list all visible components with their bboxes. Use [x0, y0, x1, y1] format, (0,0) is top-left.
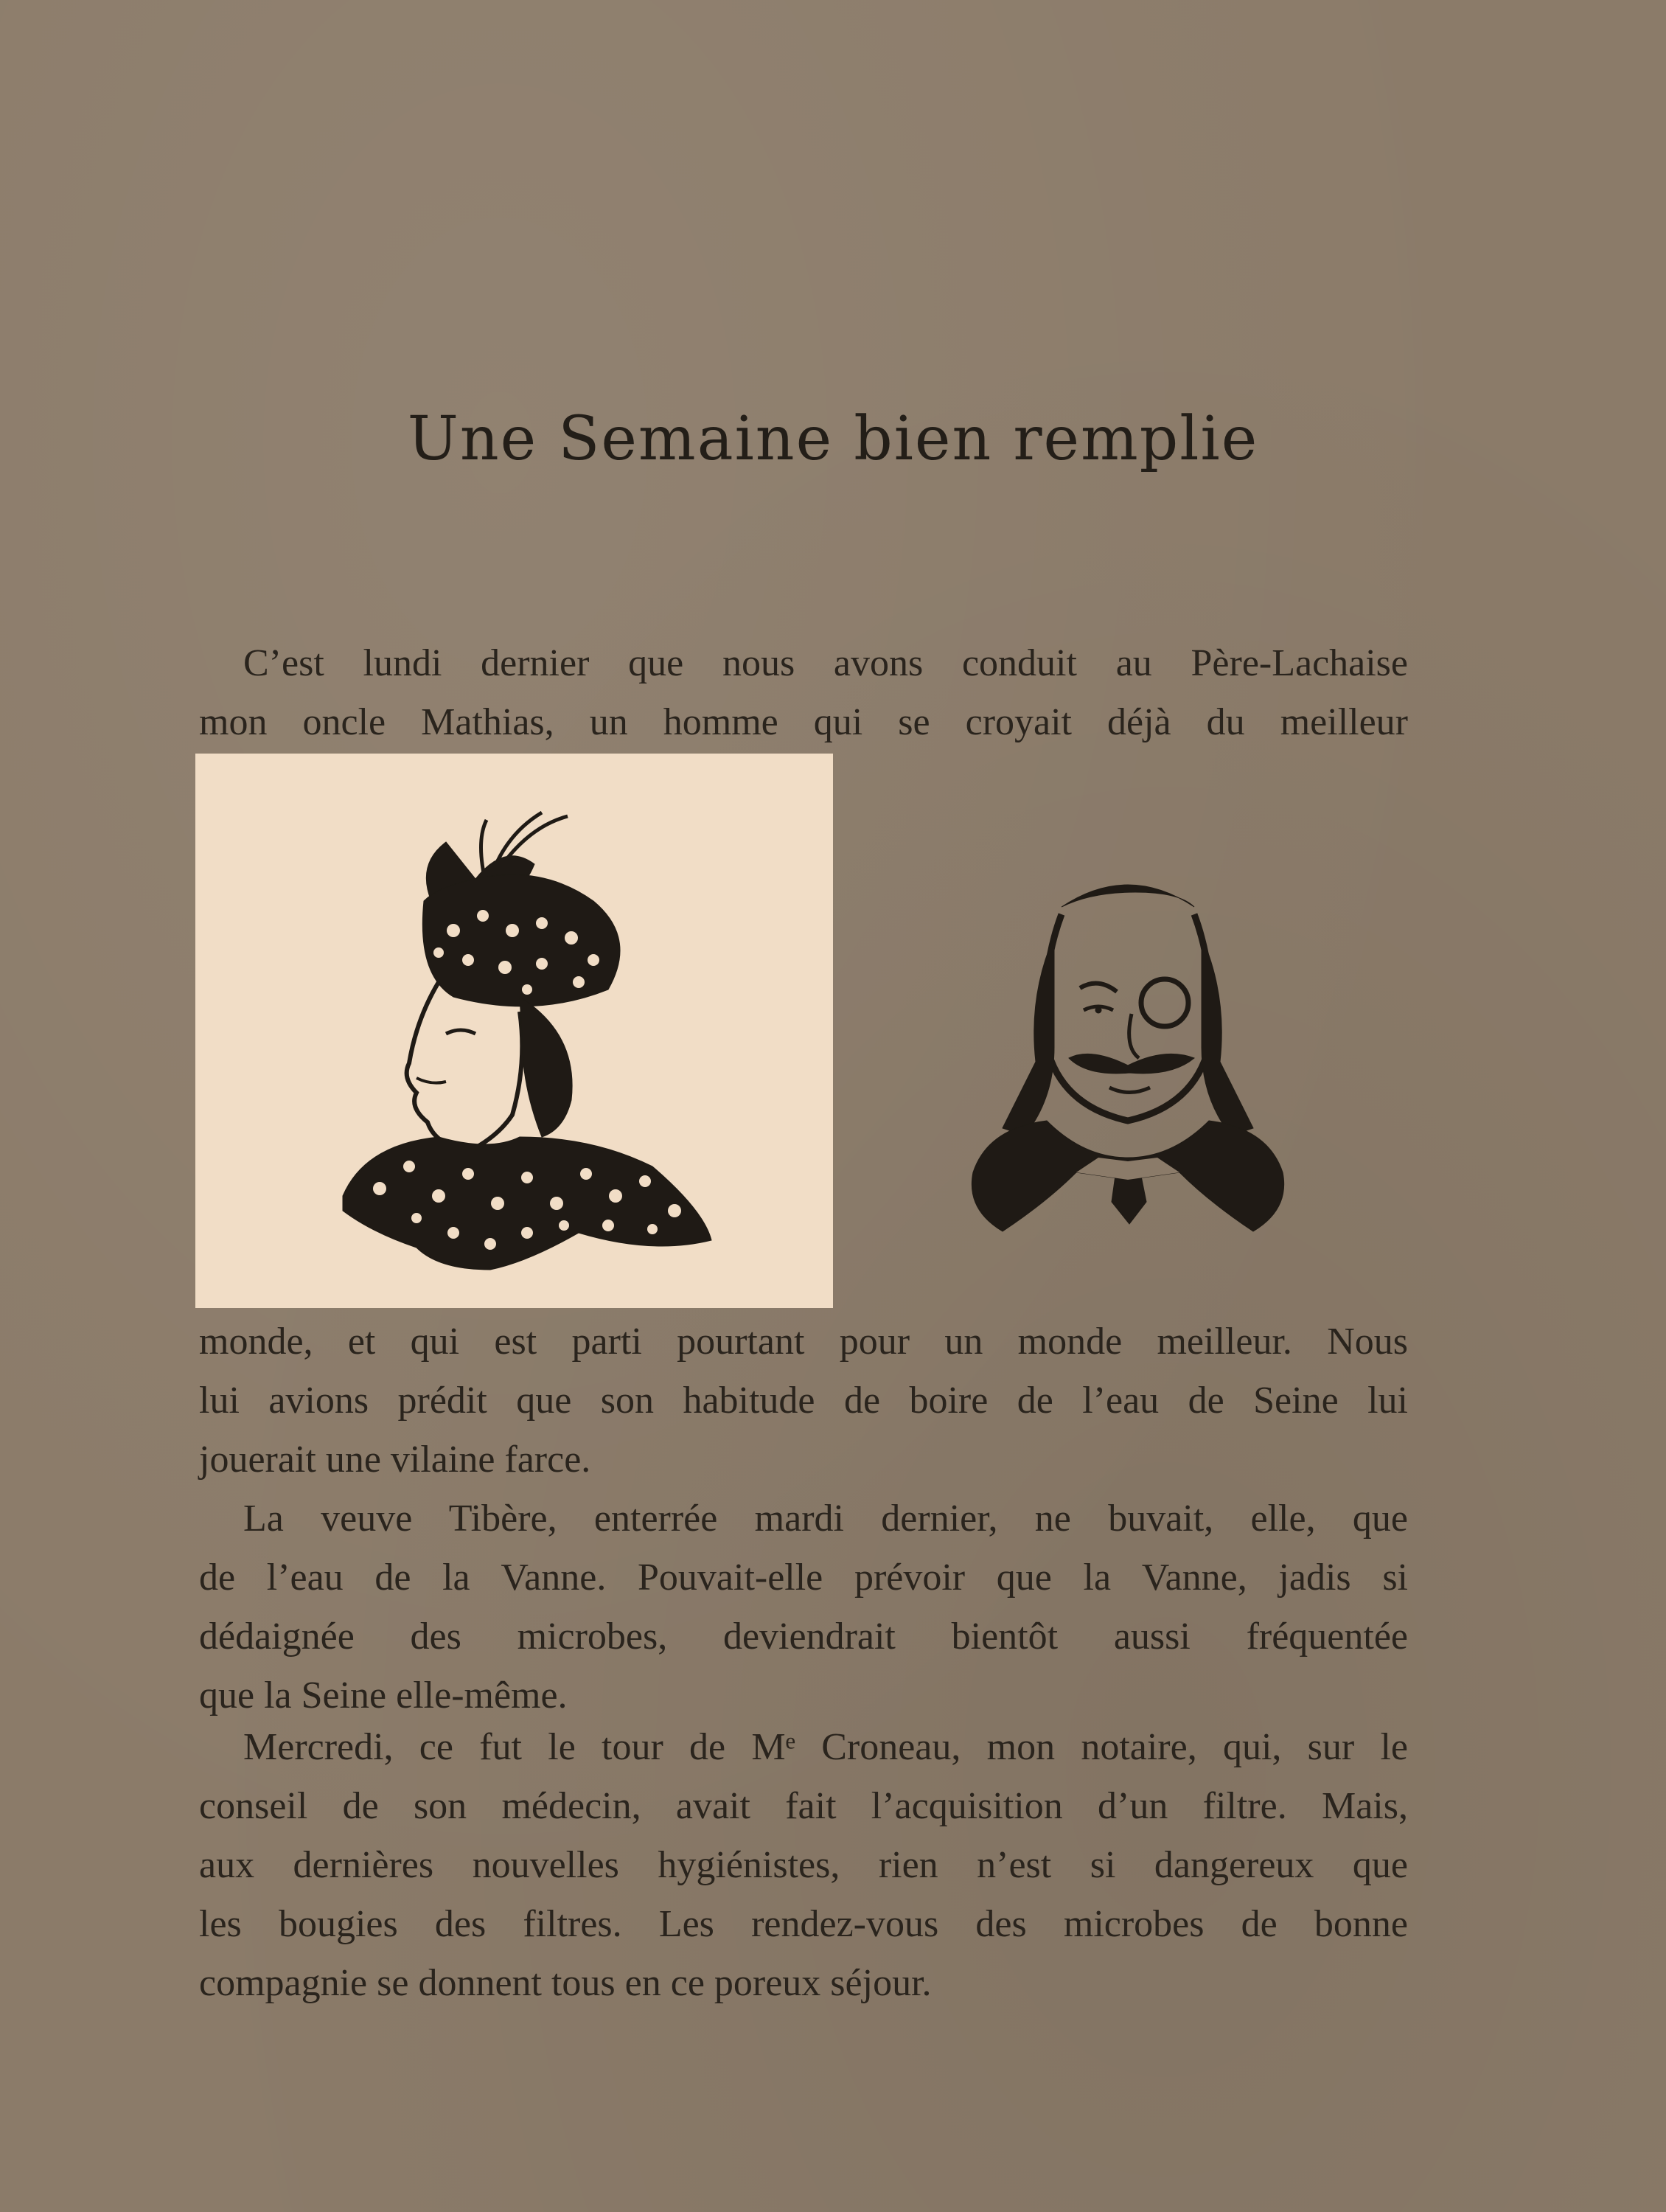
man-monocle-portrait-icon: [958, 863, 1305, 1246]
paragraph-3: [199, 1718, 1408, 2013]
text-line: que la Seine elle-même.: [199, 1674, 568, 1717]
man-monocle-portrait-illustration: [958, 863, 1305, 1246]
text-line: mon oncle Mathias, un homme qui se croyait déjà du meilleur: [199, 701, 1408, 743]
text-line: Mercredi, ce fut le tour de Mᵉ Croneau, mon notaire, qui, sur le: [243, 1726, 1408, 1768]
text-line: jouerait une vilaine farce.: [199, 1439, 591, 1481]
text-line: les bougies des filtres. Les rendez-vous des microbes de bonne: [199, 1903, 1408, 1945]
paragraph-2: [199, 1489, 1408, 1725]
text-line: dédaignée des microbes, deviendrait bientôt aussi fréquentée: [199, 1615, 1408, 1658]
woman-portrait-illustration: [195, 754, 833, 1308]
text-line: aux dernières nouvelles hygiénistes, rien n’est si dangereux que: [199, 1844, 1408, 1886]
paragraph-1-top: [199, 634, 1408, 752]
text-line: La veuve Tibère, enterrée mardi dernier, ne buvait, elle, que: [243, 1498, 1408, 1540]
woman-portrait-icon: [195, 754, 833, 1308]
text-line: compagnie se donnent tous en ce poreux séjour.: [199, 1962, 932, 2004]
page-title: Une Semaine bien remplie: [407, 404, 1259, 474]
paragraph-1-bottom: [199, 1312, 1408, 1489]
text-line: conseil de son médecin, avait fait l’acquisition d’un filtre. Mais,: [199, 1785, 1408, 1827]
text-line: lui avions prédit que son habitude de boire de l’eau de Seine lui: [199, 1380, 1408, 1422]
text-line: monde, et qui est parti pourtant pour un monde meilleur. Nous: [199, 1321, 1408, 1363]
text-line: C’est lundi dernier que nous avons conduit au Père-Lachaise: [243, 642, 1408, 684]
text-line: de l’eau de la Vanne. Pouvait-elle prévoir que la Vanne, jadis si: [199, 1557, 1408, 1599]
